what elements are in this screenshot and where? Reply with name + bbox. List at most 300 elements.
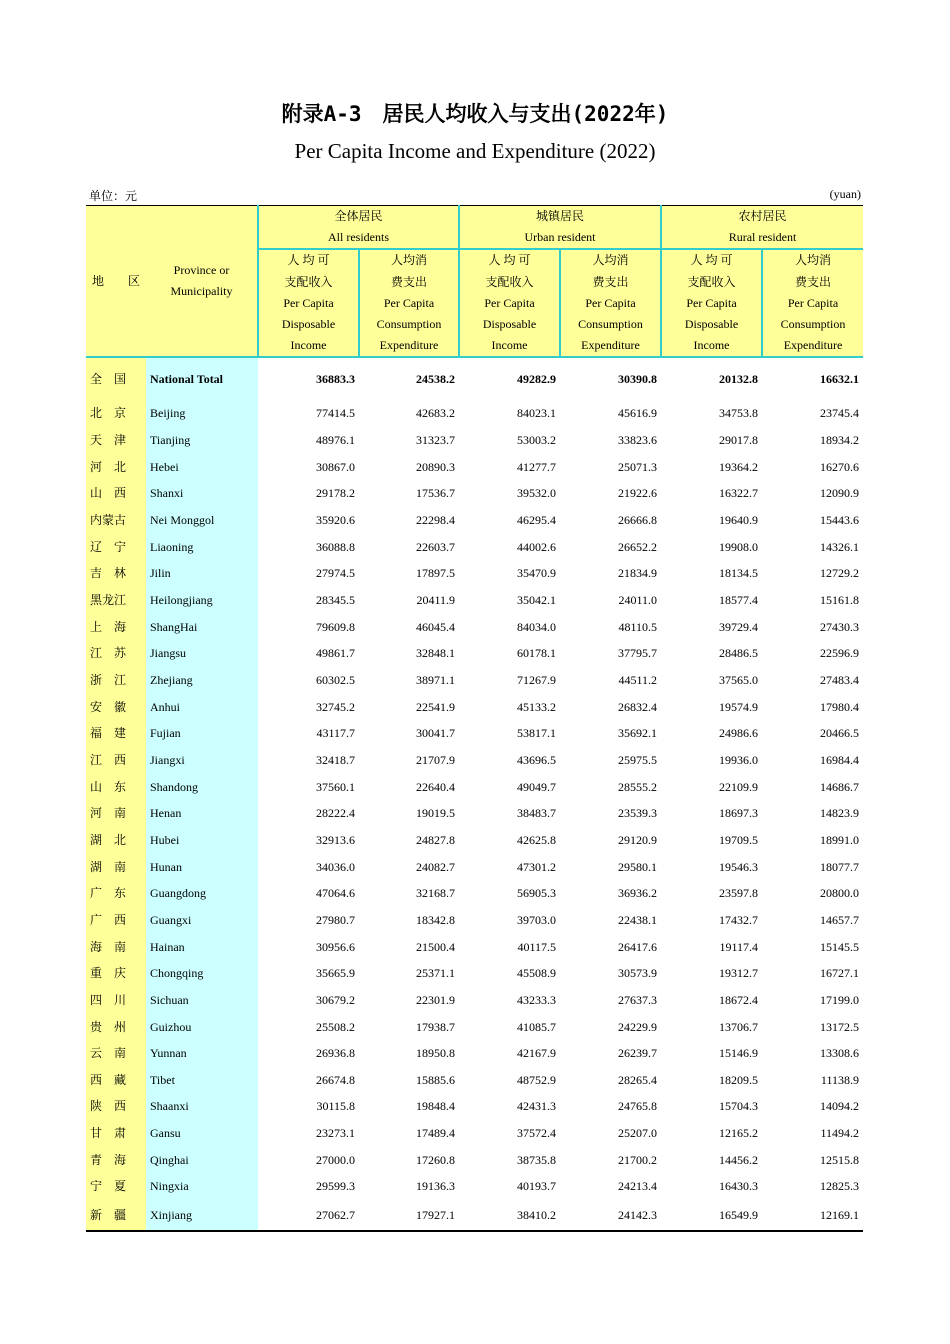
rural-consumption-cell: 14686.7	[820, 779, 860, 794]
region-name-english: Henan	[146, 800, 258, 827]
urban-income-cell: 37572.4	[517, 1126, 556, 1141]
header-consumption	[560, 249, 661, 357]
region-name-chinese: 陕 西	[86, 1093, 146, 1120]
table-row	[86, 987, 863, 1014]
all-income-cell: 26936.8	[316, 1046, 355, 1061]
header-line: 费支出	[390, 274, 427, 289]
header-region-english-line1: Province or	[173, 263, 230, 277]
rural-income-cell: 18697.3	[719, 806, 759, 821]
all-consumption-cell: 17489.4	[416, 1126, 455, 1141]
table-row	[86, 667, 863, 694]
region-name-english: Guangdong	[146, 880, 258, 907]
rural-consumption-cell: 14094.2	[820, 1099, 860, 1114]
all-consumption-cell: 22298.4	[416, 513, 455, 528]
all-income-cell: 43117.7	[316, 726, 355, 741]
group-label-en: Urban resident	[524, 230, 596, 245]
header-income	[258, 249, 359, 357]
urban-consumption-cell: 21700.2	[618, 1152, 658, 1167]
region-name-english: Qinghai	[146, 1147, 258, 1174]
all-income-cell: 34036.0	[316, 859, 355, 874]
all-income-cell: 27980.7	[316, 912, 355, 927]
all-income-cell: 30115.8	[316, 1099, 355, 1114]
table-row	[86, 854, 863, 881]
rural-income-cell: 12165.2	[719, 1126, 759, 1141]
region-name-chinese: 广 西	[86, 907, 146, 934]
header-line: Per Capita	[686, 295, 737, 310]
header-line: Income	[693, 338, 730, 353]
rural-income-cell: 22109.9	[719, 779, 759, 794]
all-income-cell: 25508.2	[316, 1019, 355, 1034]
all-income-cell: 28345.5	[316, 593, 355, 608]
region-name-english: Hubei	[146, 827, 258, 854]
all-consumption-cell: 19136.3	[416, 1179, 455, 1194]
header-line: Consumption	[578, 317, 643, 332]
region-name-english: Hunan	[146, 854, 258, 881]
urban-consumption-cell: 44511.2	[618, 672, 658, 687]
header-group-all-residents	[258, 206, 459, 250]
urban-consumption-cell: 37795.7	[618, 646, 658, 661]
rural-consumption-cell: 12729.2	[820, 566, 860, 581]
table-row	[86, 907, 863, 934]
all-consumption-cell: 21500.4	[416, 939, 455, 954]
urban-income-cell: 41085.7	[517, 1019, 556, 1034]
rural-consumption-cell: 12825.3	[820, 1179, 860, 1194]
income-expenditure-table	[86, 205, 863, 1232]
rural-income-cell: 20132.8	[719, 372, 759, 387]
rural-income-cell: 34753.8	[719, 406, 759, 421]
region-name-english: Hainan	[146, 934, 258, 961]
rural-income-cell: 19546.3	[719, 859, 759, 874]
urban-income-cell: 42625.8	[517, 832, 556, 847]
rural-consumption-cell: 17980.4	[820, 699, 860, 714]
header-income	[661, 249, 762, 357]
all-consumption-cell: 17536.7	[416, 486, 455, 501]
all-consumption-cell: 22640.4	[416, 779, 455, 794]
all-income-cell: 26674.8	[316, 1072, 355, 1087]
urban-consumption-cell: 36936.2	[618, 886, 658, 901]
all-consumption-cell: 18342.8	[416, 912, 455, 927]
header-line: 费支出	[795, 274, 832, 289]
rural-income-cell: 18672.4	[719, 992, 759, 1007]
table-row	[86, 1173, 863, 1200]
urban-income-cell: 39703.0	[517, 912, 556, 927]
urban-income-cell: 45133.2	[517, 699, 556, 714]
header-line: 人均消	[592, 253, 629, 268]
header-line: 支配收入	[485, 274, 534, 289]
table-row	[86, 1200, 863, 1231]
region-name-english: Xinjiang	[146, 1200, 258, 1231]
all-consumption-cell: 17260.8	[416, 1152, 455, 1167]
region-name-chinese: 青 海	[86, 1147, 146, 1174]
rural-consumption-cell: 15443.6	[820, 513, 860, 528]
all-income-cell: 60302.5	[316, 672, 355, 687]
table-row	[86, 694, 863, 721]
page-title-english: Per Capita Income and Expenditure (2022)	[294, 139, 656, 163]
urban-consumption-cell: 24229.9	[618, 1019, 658, 1034]
table-row	[86, 480, 863, 507]
table-row	[86, 774, 863, 801]
group-label-cn: 城镇居民	[536, 209, 585, 223]
urban-consumption-cell: 29120.9	[618, 832, 658, 847]
urban-consumption-cell: 30390.8	[618, 372, 658, 387]
urban-income-cell: 71267.9	[517, 672, 556, 687]
region-name-chinese: 北 京	[86, 400, 146, 427]
urban-income-cell: 84023.1	[517, 406, 556, 421]
table-row	[86, 720, 863, 747]
all-income-cell: 77414.5	[316, 406, 355, 421]
rural-consumption-cell: 16984.4	[820, 752, 860, 767]
rural-consumption-cell: 12169.1	[762, 1200, 863, 1231]
table-row	[86, 560, 863, 587]
table-row	[86, 534, 863, 561]
rural-consumption-cell: 18934.2	[820, 433, 860, 448]
all-consumption-cell: 38971.1	[416, 672, 455, 687]
rural-consumption-cell: 14326.1	[820, 539, 860, 554]
all-income-cell: 30679.2	[316, 992, 355, 1007]
urban-income-cell: 46295.4	[517, 513, 556, 528]
urban-consumption-cell: 30573.9	[618, 966, 658, 981]
all-income-cell: 36883.3	[316, 372, 355, 387]
rural-income-cell: 19574.9	[719, 699, 759, 714]
all-consumption-cell: 24082.7	[416, 859, 455, 874]
all-income-cell: 35920.6	[316, 513, 355, 528]
header-line: 支配收入	[687, 274, 736, 289]
region-name-chinese: 湖 北	[86, 827, 146, 854]
region-name-chinese: 湖 南	[86, 854, 146, 881]
table-row	[86, 1093, 863, 1120]
region-name-english: Nei Monggol	[146, 507, 258, 534]
rural-income-cell: 15146.9	[719, 1046, 759, 1061]
urban-income-cell: 41277.7	[517, 459, 556, 474]
urban-consumption-cell: 27637.3	[618, 992, 658, 1007]
urban-income-cell: 38735.8	[517, 1152, 556, 1167]
all-income-cell: 32913.6	[316, 832, 355, 847]
region-name-chinese: 江 西	[86, 747, 146, 774]
all-income-cell: 32418.7	[316, 752, 355, 767]
all-consumption-cell: 19019.5	[416, 806, 455, 821]
rural-income-cell: 28486.5	[719, 646, 759, 661]
urban-consumption-cell: 23539.3	[618, 806, 658, 821]
rural-consumption-cell: 11494.2	[820, 1126, 860, 1141]
urban-income-cell: 43696.5	[517, 752, 556, 767]
all-income-cell: 27974.5	[316, 566, 355, 581]
all-income-cell: 32745.2	[316, 699, 355, 714]
table-row	[86, 1120, 863, 1147]
region-name-english: Jiangsu	[146, 640, 258, 667]
header-line: 人均消	[390, 253, 427, 268]
urban-income-cell: 84034.0	[517, 619, 556, 634]
urban-income-cell: 53817.1	[517, 726, 556, 741]
all-consumption-cell: 15885.6	[416, 1072, 455, 1087]
urban-consumption-cell: 21834.9	[618, 566, 658, 581]
region-name-english: ShangHai	[146, 614, 258, 641]
urban-consumption-cell: 24142.3	[560, 1200, 661, 1231]
urban-income-cell: 47301.2	[517, 859, 556, 874]
region-name-english: Beijing	[146, 400, 258, 427]
all-income-cell: 28222.4	[316, 806, 355, 821]
header-line: 人 均 可	[488, 253, 531, 268]
region-name-chinese: 福 建	[86, 720, 146, 747]
rural-consumption-cell: 20800.0	[820, 886, 860, 901]
rural-consumption-cell: 18991.0	[820, 832, 860, 847]
national-total-row	[86, 357, 863, 400]
header-group-rural	[661, 206, 863, 250]
all-income-cell: 27000.0	[316, 1152, 355, 1167]
region-name-chinese: 江 苏	[86, 640, 146, 667]
rural-income-cell: 19908.0	[719, 539, 759, 554]
header-line: 人均消	[795, 253, 832, 268]
region-name-chinese: 山 东	[86, 774, 146, 801]
urban-consumption-cell: 25975.5	[618, 752, 658, 767]
region-name-chinese: 天 津	[86, 427, 146, 454]
header-line: Expenditure	[581, 338, 640, 353]
header-region-english-line2: Municipality	[170, 284, 233, 299]
rural-consumption-cell: 22596.9	[820, 646, 860, 661]
all-income-cell: 36088.8	[316, 539, 355, 554]
region-name-chinese: 安 徽	[86, 694, 146, 721]
region-name-english: Fujian	[146, 720, 258, 747]
all-consumption-cell: 17927.1	[359, 1200, 459, 1231]
urban-consumption-cell: 24765.8	[618, 1099, 658, 1114]
all-income-cell: 79609.8	[316, 619, 355, 634]
urban-consumption-cell: 48110.5	[618, 619, 658, 634]
region-name-english: Heilongjiang	[146, 587, 258, 614]
table-row	[86, 427, 863, 454]
all-consumption-cell: 22603.7	[416, 539, 455, 554]
all-consumption-cell: 20411.9	[416, 593, 455, 608]
header-line: Disposable	[281, 317, 336, 332]
region-name-chinese: 云 南	[86, 1040, 146, 1067]
region-name-chinese: 内蒙古	[86, 507, 146, 534]
table-row	[86, 800, 863, 827]
region-name-chinese: 山 西	[86, 480, 146, 507]
all-income-cell: 35665.9	[316, 966, 355, 981]
table-row	[86, 1067, 863, 1094]
region-name-chinese: 河 北	[86, 454, 146, 481]
rural-income-cell: 18577.4	[719, 593, 759, 608]
region-name-chinese: 吉 林	[86, 560, 146, 587]
region-name-chinese: 上 海	[86, 614, 146, 641]
all-consumption-cell: 32168.7	[416, 886, 455, 901]
all-consumption-cell: 32848.1	[416, 646, 455, 661]
urban-income-cell: 38410.2	[459, 1200, 560, 1231]
header-region-chinese: 地 区	[86, 206, 146, 358]
all-consumption-cell: 24827.8	[416, 832, 455, 847]
rural-income-cell: 14456.2	[719, 1152, 759, 1167]
urban-consumption-cell: 25207.0	[618, 1126, 658, 1141]
group-label-cn: 农村居民	[738, 209, 787, 223]
region-name-english: Sichuan	[146, 987, 258, 1014]
header-line: Per Capita	[383, 295, 435, 310]
urban-income-cell: 40193.7	[517, 1179, 556, 1194]
table-row	[86, 507, 863, 534]
header-line: Per Capita	[787, 295, 839, 310]
header-line: 人 均 可	[287, 253, 330, 268]
urban-income-cell: 42167.9	[517, 1046, 556, 1061]
rural-consumption-cell: 15161.8	[820, 593, 860, 608]
header-consumption	[762, 249, 863, 357]
urban-income-cell: 42431.3	[517, 1099, 556, 1114]
rural-consumption-cell: 16632.1	[820, 372, 860, 387]
all-consumption-cell: 22301.9	[416, 992, 455, 1007]
table-row	[86, 640, 863, 667]
table-row	[86, 747, 863, 774]
urban-consumption-cell: 25071.3	[618, 459, 658, 474]
region-name-english: Ningxia	[146, 1173, 258, 1200]
rural-income-cell: 13706.7	[719, 1019, 759, 1034]
header-group-urban	[459, 206, 661, 250]
urban-consumption-cell: 35692.1	[618, 726, 658, 741]
table-row	[86, 880, 863, 907]
all-income-cell: 29599.3	[316, 1179, 355, 1194]
page-title-chinese: 附录A-3 居民人均收入与支出(2022年)	[281, 102, 669, 126]
all-consumption-cell: 19848.4	[416, 1099, 455, 1114]
urban-consumption-cell: 26239.7	[618, 1046, 658, 1061]
all-income-cell: 47064.6	[316, 886, 355, 901]
rural-consumption-cell: 11138.9	[820, 1072, 860, 1087]
rural-income-cell: 24986.6	[719, 726, 759, 741]
rural-income-cell: 19117.4	[719, 939, 759, 954]
header-line: Expenditure	[379, 338, 439, 353]
urban-consumption-cell: 26666.8	[618, 513, 658, 528]
urban-income-cell: 35470.9	[517, 566, 556, 581]
all-consumption-cell: 21707.9	[416, 752, 455, 767]
header-consumption	[359, 249, 459, 357]
rural-income-cell: 19640.9	[719, 513, 759, 528]
header-line: Expenditure	[783, 338, 843, 353]
table-row	[86, 614, 863, 641]
rural-consumption-cell: 23745.4	[820, 406, 860, 421]
all-consumption-cell: 20890.3	[416, 459, 455, 474]
header-line: 费支出	[592, 274, 629, 289]
urban-income-cell: 49282.9	[517, 372, 556, 387]
urban-consumption-cell: 22438.1	[618, 912, 658, 927]
all-consumption-cell: 18950.8	[416, 1046, 455, 1061]
urban-income-cell: 40117.5	[517, 939, 556, 954]
all-consumption-cell: 25371.1	[416, 966, 455, 981]
rural-income-cell: 17432.7	[719, 912, 759, 927]
urban-income-cell: 44002.6	[517, 539, 556, 554]
table-row	[86, 400, 863, 427]
region-name-english: Hebei	[146, 454, 258, 481]
region-name-chinese: 广 东	[86, 880, 146, 907]
group-label-en: All residents	[328, 230, 389, 245]
header-line: Income	[491, 338, 528, 353]
urban-consumption-cell: 45616.9	[618, 406, 658, 421]
all-consumption-cell: 30041.7	[416, 726, 455, 741]
urban-consumption-cell: 26652.2	[618, 539, 658, 554]
urban-consumption-cell: 24213.4	[618, 1179, 658, 1194]
all-income-cell: 30867.0	[316, 459, 355, 474]
rural-income-cell: 15704.3	[719, 1099, 759, 1114]
region-name-chinese: 黑龙江	[86, 587, 146, 614]
header-line: Consumption	[780, 317, 846, 332]
urban-consumption-cell: 29580.1	[618, 859, 658, 874]
all-consumption-cell: 46045.4	[416, 619, 455, 634]
table-row	[86, 934, 863, 961]
rural-income-cell: 18209.5	[719, 1072, 759, 1087]
header-line: 支配收入	[284, 274, 333, 289]
urban-income-cell: 35042.1	[517, 593, 556, 608]
region-name-chinese: 新 疆	[86, 1200, 146, 1231]
rural-consumption-cell: 13172.5	[820, 1019, 860, 1034]
region-name-english: Shaanxi	[146, 1093, 258, 1120]
rural-consumption-cell: 27483.4	[820, 672, 860, 687]
region-name-chinese: 全 国	[86, 357, 146, 400]
rural-consumption-cell: 12515.8	[820, 1152, 860, 1167]
all-income-cell: 30956.6	[316, 939, 355, 954]
all-consumption-cell: 31323.7	[416, 433, 455, 448]
region-name-chinese: 甘 肃	[86, 1120, 146, 1147]
all-income-cell: 27062.7	[258, 1200, 359, 1231]
all-income-cell: 23273.1	[316, 1126, 355, 1141]
all-income-cell: 29178.2	[316, 486, 355, 501]
rural-consumption-cell: 20466.5	[820, 726, 860, 741]
table-row	[86, 1147, 863, 1174]
rural-consumption-cell: 14823.9	[820, 806, 860, 821]
rural-consumption-cell: 27430.3	[820, 619, 860, 634]
header-line: Consumption	[376, 317, 442, 332]
all-consumption-cell: 42683.2	[416, 406, 455, 421]
region-name-chinese: 海 南	[86, 934, 146, 961]
header-line: Per Capita	[484, 295, 535, 310]
region-name-chinese: 贵 州	[86, 1014, 146, 1041]
header-income	[459, 249, 560, 357]
rural-consumption-cell: 16270.6	[820, 459, 860, 474]
region-name-english: Anhui	[146, 694, 258, 721]
table-row	[86, 587, 863, 614]
header-line: Per Capita	[283, 295, 334, 310]
region-name-english: Guizhou	[146, 1014, 258, 1041]
urban-consumption-cell: 28265.4	[618, 1072, 658, 1087]
all-income-cell: 49861.7	[316, 646, 355, 661]
unit-label-english: (yuan)	[829, 187, 861, 201]
region-name-english: Liaoning	[146, 534, 258, 561]
urban-income-cell: 48752.9	[517, 1072, 556, 1087]
rural-income-cell: 19936.0	[719, 752, 759, 767]
urban-consumption-cell: 24011.0	[618, 593, 658, 608]
urban-income-cell: 53003.2	[517, 433, 556, 448]
region-name-english: Guangxi	[146, 907, 258, 934]
table-row	[86, 1040, 863, 1067]
region-name-english: Jiangxi	[146, 747, 258, 774]
region-name-english: Shanxi	[146, 480, 258, 507]
urban-income-cell: 60178.1	[517, 646, 556, 661]
urban-consumption-cell: 26832.4	[618, 699, 658, 714]
rural-consumption-cell: 13308.6	[820, 1046, 860, 1061]
region-name-chinese: 四 川	[86, 987, 146, 1014]
urban-consumption-cell: 28555.2	[618, 779, 658, 794]
region-name-english: National Total	[146, 357, 258, 400]
region-name-chinese: 河 南	[86, 800, 146, 827]
all-consumption-cell: 17938.7	[416, 1019, 455, 1034]
rural-consumption-cell: 12090.9	[820, 486, 860, 501]
table-row	[86, 1014, 863, 1041]
region-name-english: Tianjing	[146, 427, 258, 454]
rural-income-cell: 16549.9	[661, 1200, 762, 1231]
table-row	[86, 827, 863, 854]
table-row	[86, 960, 863, 987]
urban-income-cell: 49049.7	[517, 779, 556, 794]
group-label-cn: 全体居民	[334, 209, 383, 223]
region-name-english: Shandong	[146, 774, 258, 801]
all-income-cell: 37560.1	[316, 779, 355, 794]
rural-consumption-cell: 16727.1	[820, 966, 860, 981]
rural-income-cell: 19312.7	[719, 966, 759, 981]
group-label-en: Rural resident	[728, 230, 797, 245]
header-region-english	[146, 206, 258, 358]
rural-income-cell: 23597.8	[719, 886, 759, 901]
